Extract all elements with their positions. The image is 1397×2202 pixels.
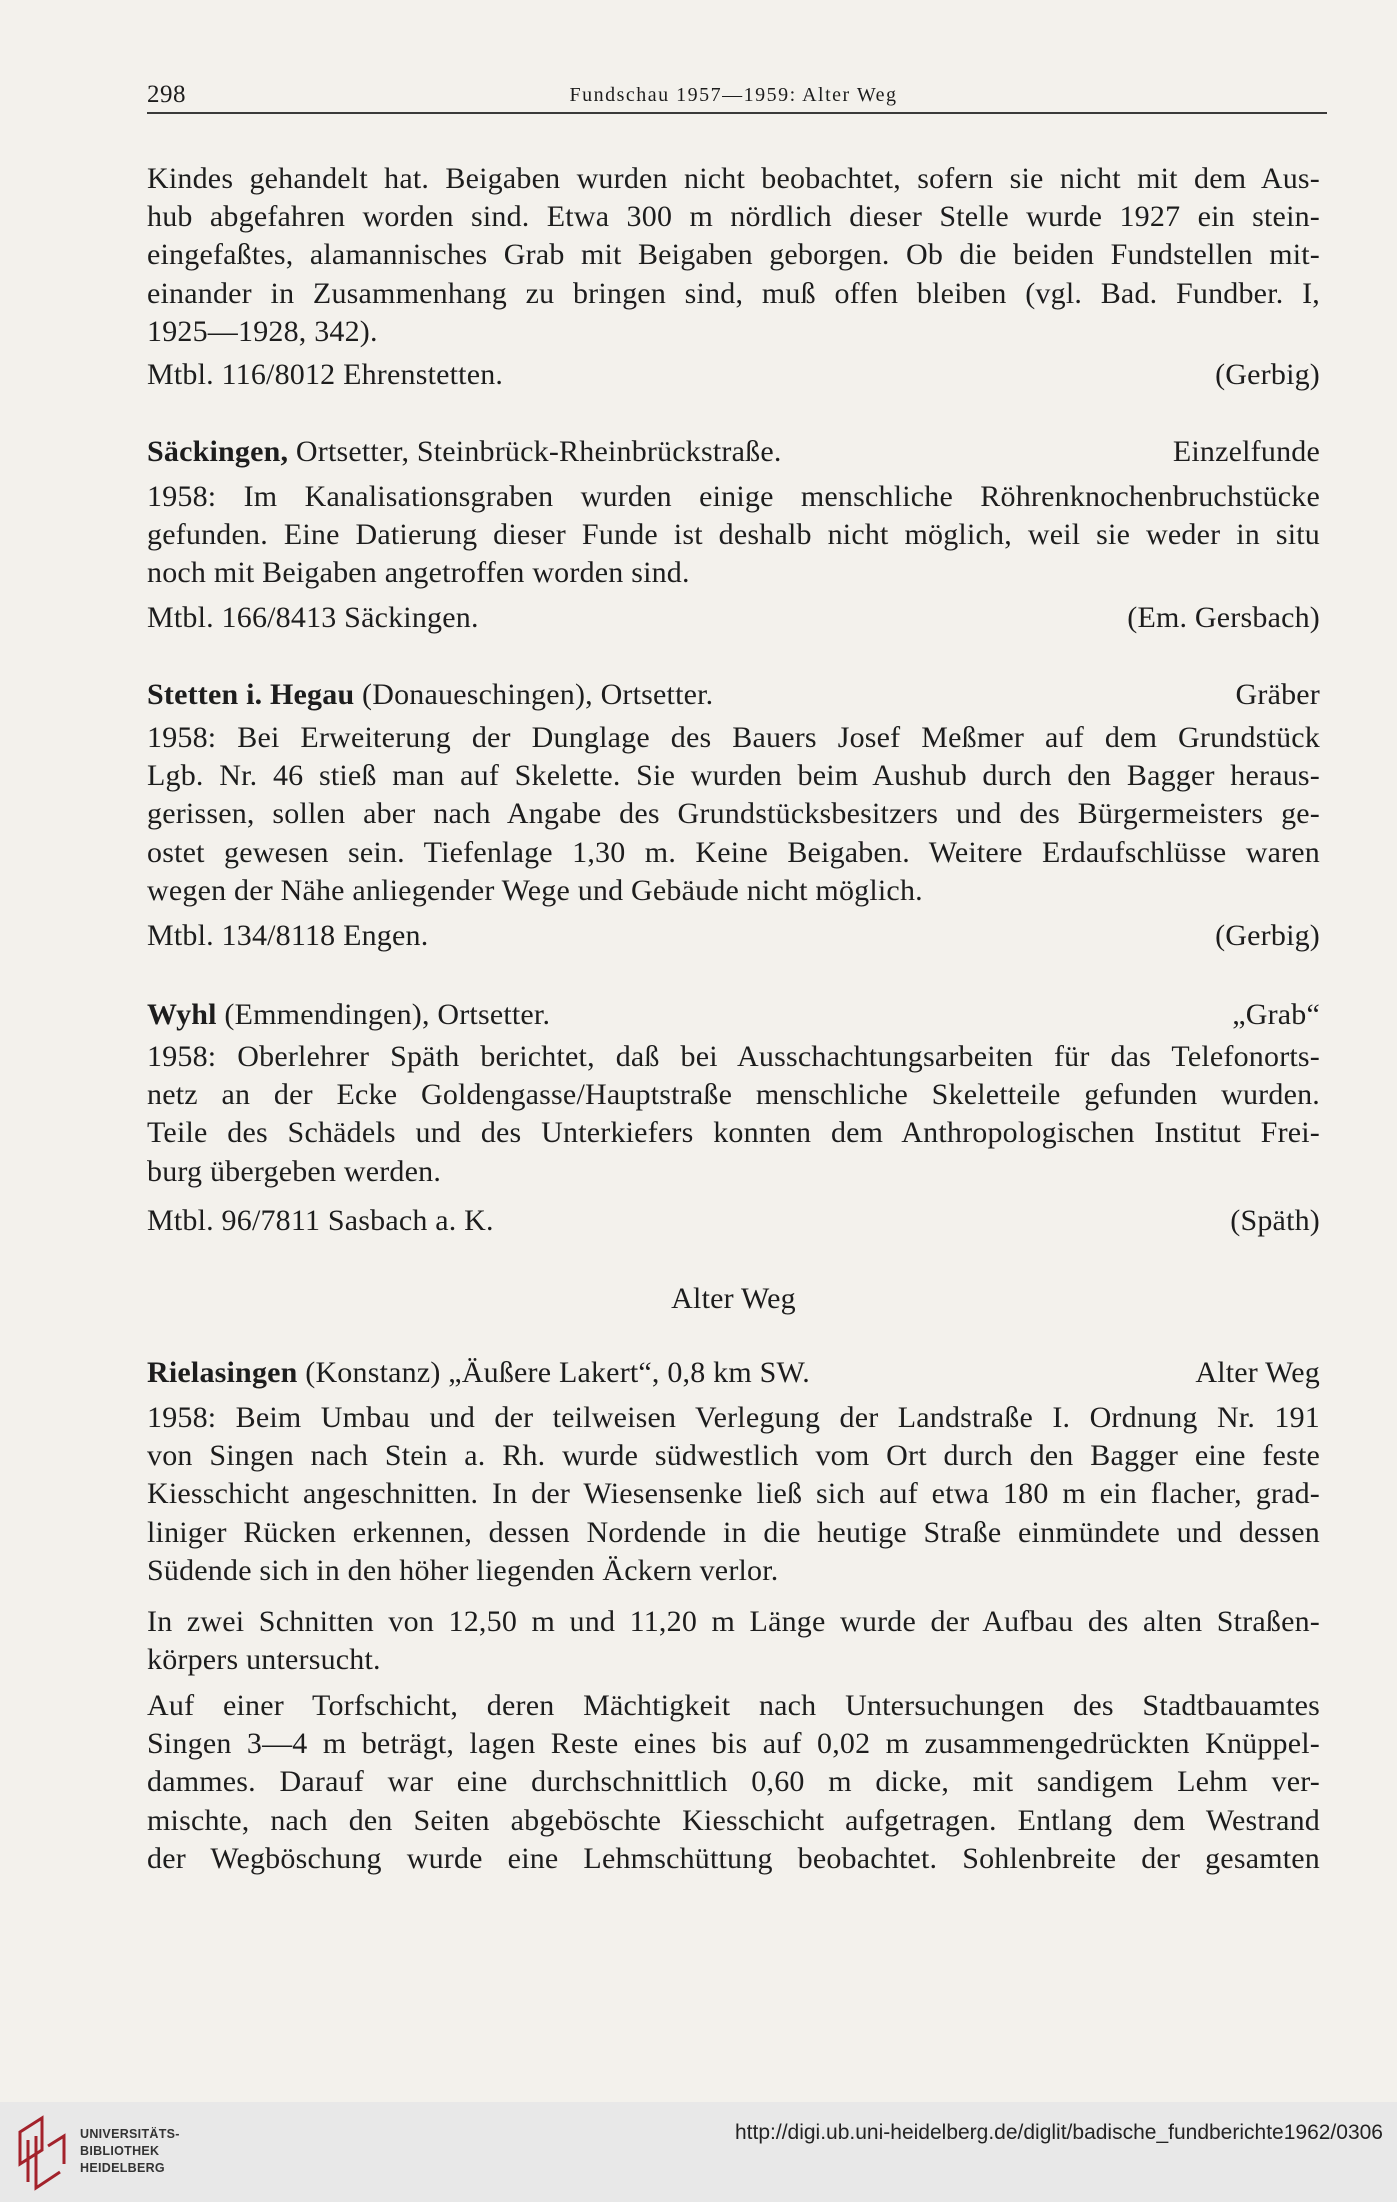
entry-paragraph: [147, 1038, 1320, 1191]
find-category: Einzelfunde: [1172, 435, 1320, 468]
text-line: 1925—1928, 342).: [147, 314, 378, 348]
entry-heading: [147, 676, 1320, 714]
site-location: (Donaueschingen), Ortsetter.: [362, 678, 714, 711]
find-category: „Grab“: [1232, 998, 1320, 1031]
site-location: Ortsetter, Steinbrück-Rheinbrückstraße.: [295, 435, 782, 468]
text-line: ostet gewesen sein. Tiefenlage 1,30 m. Keine Beigaben. Weitere Erdaufschlüsse waren: [147, 835, 1320, 869]
entry-title: [147, 996, 550, 1034]
reporter-name: (Gerbig): [1215, 919, 1320, 952]
library-name-line: BIBLIOTHEK: [80, 2144, 160, 2158]
text-line: 1958: Bei Erweiterung der Dunglage des Bauers Josef Meßmer auf dem Grundstück: [147, 721, 1320, 754]
entry-paragraph: [147, 1603, 1320, 1679]
site-location: (Konstanz) „Äußere Lakert“, 0,8 km SW.: [305, 1356, 810, 1389]
text-line: Teile des Schädels und des Unterkiefers konnten dem Anthropologischen Institut Frei-: [147, 1116, 1320, 1150]
text-line: dammes. Darauf war eine durchschnittlich 0,60 m dicke, mit sandigem Lehm ver-: [147, 1765, 1320, 1799]
text-line: In zwei Schnitten von 12,50 m und 11,20 m Länge wurde der Aufbau des alten Straßen-: [147, 1605, 1320, 1638]
header-rule: [147, 112, 1327, 114]
site-name: Wyhl: [147, 998, 217, 1031]
text-line: liniger Rücken erkennen, dessen Nordende in die heutige Straße einmündete und dessen: [147, 1515, 1320, 1549]
text-line: körpers untersucht.: [147, 1643, 381, 1677]
page-number: 298: [147, 81, 186, 108]
site-location: (Emmendingen), Ortsetter.: [224, 998, 551, 1031]
map-reference-line: [147, 356, 1320, 394]
entry-title: [147, 433, 782, 471]
text-line: Kiesschicht angeschnitten. In der Wiesensenke ließ sich auf etwa 180 m ein flacher, grad-: [147, 1477, 1320, 1511]
running-title: Fundschau 1957—1959: Alter Weg: [569, 84, 898, 106]
text-line: gerissen, sollen aber nach Angabe des Grundstücksbesitzers und des Bürgermeisters ge-: [147, 797, 1320, 831]
entry-paragraph: [147, 478, 1320, 593]
library-footer: [0, 2102, 1397, 2202]
library-name-line: UNIVERSITÄTS-: [80, 2127, 180, 2141]
text-line: eingefaßtes, alamannisches Grab mit Beigaben geborgen. Ob die beiden Fundstellen mit-: [147, 238, 1320, 272]
text-line: von Singen nach Stein a. Rh. wurde südwestlich vom Ort durch den Bagger eine feste: [147, 1439, 1320, 1473]
entry-title: [147, 1354, 810, 1392]
site-name: Rielasingen: [147, 1356, 298, 1389]
find-category: Gräber: [1235, 678, 1320, 711]
library-name-line: HEIDELBERG: [80, 2161, 165, 2175]
text-line: 1958: Beim Umbau und der teilweisen Verlegung der Landstraße I. Ordnung Nr. 191: [147, 1401, 1320, 1434]
map-reference-line: [147, 599, 1320, 637]
entry-heading: [147, 996, 1320, 1034]
map-reference-line: [147, 917, 1320, 955]
reporter-name: (Gerbig): [1215, 358, 1320, 391]
entry-heading: [147, 1354, 1320, 1392]
find-category: Alter Weg: [1195, 1356, 1320, 1389]
entry-heading: [147, 433, 1320, 471]
map-reference: Mtbl. 116/8012 Ehrenstetten.: [147, 358, 504, 391]
entry-paragraph: [147, 719, 1320, 910]
entry-paragraph: [147, 1687, 1320, 1878]
section-heading: Alter Weg: [671, 1282, 796, 1315]
text-line: 1958: Oberlehrer Späth berichtet, daß bei Ausschachtungsarbeiten für das Telefonorts-: [147, 1040, 1320, 1073]
text-line: noch mit Beigaben angetroffen worden sind.: [147, 556, 690, 590]
text-line: 1958: Im Kanalisationsgraben wurden einige menschliche Röhrenknochenbruchstücke: [147, 480, 1320, 513]
text-line: wegen der Nähe anliegender Wege und Gebäude nicht möglich.: [147, 873, 923, 907]
site-name: Stetten i. Hegau: [147, 678, 355, 711]
continued-paragraph: [147, 160, 1320, 351]
site-name: Säckingen,: [147, 435, 289, 468]
text-line: gefunden. Eine Datierung dieser Funde ist deshalb nicht möglich, weil sie weder in situ: [147, 518, 1320, 552]
running-header: [147, 78, 1320, 112]
map-reference: Mtbl. 166/8413 Säckingen.: [147, 601, 479, 634]
entry-title: [147, 676, 713, 714]
ub-heidelberg-logo-icon: [14, 2110, 70, 2192]
reporter-name: (Späth): [1230, 1204, 1320, 1237]
text-line: Singen 3—4 m beträgt, lagen Reste eines bis auf 0,02 m zusammengedrückten Knüppel-: [147, 1727, 1320, 1761]
text-line: hub abgefahren worden sind. Etwa 300 m nördlich dieser Stelle wurde 1927 ein stein-: [147, 200, 1320, 234]
map-reference: Mtbl. 134/8118 Engen.: [147, 919, 429, 952]
text-line: Auf einer Torfschicht, deren Mächtigkeit nach Untersuchungen des Stadtbauamtes: [147, 1689, 1320, 1722]
text-line: einander in Zusammenhang zu bringen sind, muß offen bleiben (vgl. Bad. Fundber. I,: [147, 276, 1320, 310]
text-line: mischte, nach den Seiten abgeböschte Kiesschicht aufgetragen. Entlang dem Westrand: [147, 1803, 1320, 1837]
text-line: Kindes gehandelt hat. Beigaben wurden nicht beobachtet, sofern sie nicht mit dem Aus-: [147, 162, 1320, 195]
map-reference: Mtbl. 96/7811 Sasbach a. K.: [147, 1204, 494, 1237]
entry-paragraph: [147, 1399, 1320, 1590]
library-name: [80, 2126, 180, 2177]
map-reference-line: [147, 1202, 1320, 1240]
reporter-name: (Em. Gersbach): [1127, 601, 1320, 634]
text-line: Lgb. Nr. 46 stieß man auf Skelette. Sie wurden beim Aushub durch den Bagger heraus-: [147, 759, 1320, 793]
text-line: netz an der Ecke Goldengasse/Hauptstraße menschliche Skeletteile gefunden wurden.: [147, 1078, 1320, 1112]
text-line: der Wegböschung wurde eine Lehmschüttung beobachtet. Sohlenbreite der gesamten: [147, 1841, 1320, 1875]
text-line: Südende sich in den höher liegenden Äckern verlor.: [147, 1553, 779, 1587]
source-url: http://digi.ub.uni-heidelberg.de/diglit/badische_fundberichte1962/0306: [735, 2121, 1383, 2144]
text-line: burg übergeben werden.: [147, 1154, 442, 1188]
